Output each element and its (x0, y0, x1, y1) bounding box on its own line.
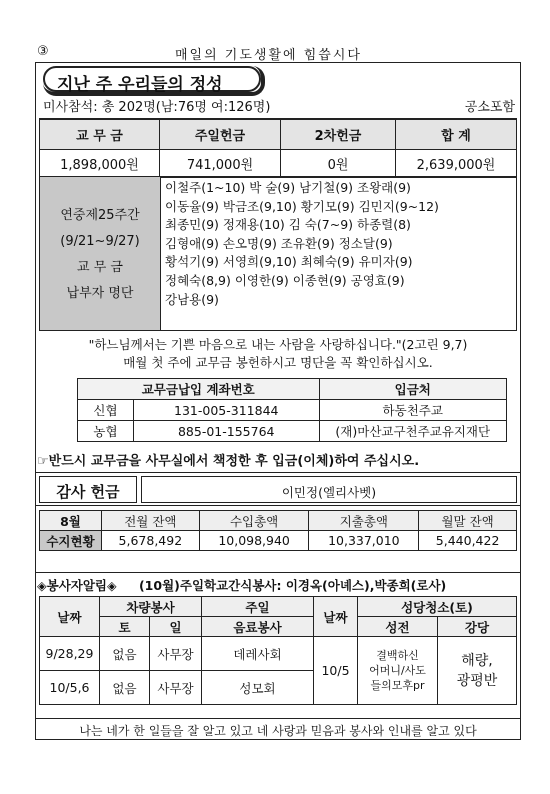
account-number: 885-01-155764 (134, 421, 320, 442)
hall-header: 강당 (438, 617, 517, 637)
offering-header: 2차헌금 (281, 119, 396, 149)
donor-line: 최종민(9) 정재용(10) 김 숙(7~9) 하종렬(8) (165, 217, 411, 233)
donor-line: 김형애(9) 손오명(9) 조유환(9) 정소달(9) (165, 235, 393, 251)
donor-line: 이동율(9) 박금조(9,10) 황기모(9) 김민지(9~12) (165, 198, 439, 214)
finance-table (39, 510, 517, 551)
account-header-row (78, 379, 507, 400)
finance-header: 월말 잔액 (419, 511, 517, 531)
quote-line: 매월 첫 주에 교무금 봉헌하시고 명단을 꼭 확인하십시오. (123, 355, 433, 370)
finance-value: 5,678,492 (102, 531, 200, 551)
finance-header: 지출총액 (309, 511, 419, 531)
vol-sat: 없음 (100, 671, 150, 705)
bank-name: 농협 (78, 421, 134, 442)
offering-value: 741,000원 (160, 149, 281, 177)
volunteer-header-row-2 (40, 617, 517, 637)
volunteer-title-row (35, 572, 521, 592)
account-row (78, 400, 507, 421)
drink-header: 주일 (202, 597, 314, 617)
finance-status-label: 수지현황 (40, 531, 102, 551)
account-table (77, 378, 507, 442)
attendance-note: 공소포함 (464, 100, 515, 115)
donor-list-box (39, 176, 517, 331)
volunteer-row (40, 637, 517, 671)
volunteer-table (39, 596, 517, 705)
drink-header-2: 음료봉사 (202, 617, 314, 637)
clean-date-header: 날짜 (314, 597, 358, 637)
bank-name: 신협 (78, 400, 134, 421)
page-number: ③ (37, 44, 49, 59)
finance-value: 5,440,422 (419, 531, 517, 551)
attendance-row (43, 96, 517, 114)
offering-table (39, 118, 517, 178)
offering-value: 0원 (281, 149, 396, 177)
clean-sanctuary-line: 결백하신 (376, 649, 419, 662)
clean-sanctuary (358, 637, 438, 705)
thanks-offering-value: 이민정(엘리사벳) (141, 476, 517, 503)
finance-value: 10,098,940 (199, 531, 309, 551)
clean-hall-line: 해량, (461, 652, 493, 669)
finance-month-label: 8월 (40, 511, 102, 531)
offering-header-row (40, 119, 517, 149)
finance-header: 전월 잔액 (102, 511, 200, 531)
offering-value: 2,639,000원 (396, 149, 517, 177)
depositor-name: (재)마산교구천주교유지재단 (319, 421, 507, 442)
donor-line: 이철주(1~10) 박 술(9) 남기철(9) 조왕래(9) (165, 180, 411, 195)
finance-value: 10,337,010 (309, 531, 419, 551)
vol-sun: 사무장 (150, 671, 202, 705)
scripture-quote (35, 336, 521, 372)
vol-sat: 없음 (100, 637, 150, 671)
volunteer-title: ◈봉사자알림◈ (37, 578, 117, 593)
sat-header: 토 (100, 617, 150, 637)
vehicle-header: 차량봉사 (100, 597, 202, 617)
offering-value: 1,898,000원 (40, 149, 160, 177)
depositor-header: 입금처 (319, 379, 507, 400)
footer-verse: 나는 네가 한 일들을 잘 알고 있고 네 사랑과 믿음과 봉사와 인내를 알고 있다 (35, 718, 521, 740)
vol-sun: 사무장 (150, 637, 202, 671)
clean-date: 10/5 (314, 637, 358, 705)
vol-date: 9/28,29 (40, 637, 100, 671)
thanks-offering-label: 감사 헌금 (39, 476, 137, 503)
offering-header: 합 계 (396, 119, 517, 149)
offering-header: 주일헌금 (160, 119, 281, 149)
page-motto: 매일의 기도생활에 힘씁시다 (175, 48, 362, 63)
donor-line: 정혜숙(8,9) 이영한(9) 이종현(9) 공영효(9) (165, 272, 405, 288)
attendance-text: 미사참석: 총 202명(남:76명 여:126명) (43, 100, 271, 115)
finance-values-row (40, 531, 517, 551)
vol-date-header: 날짜 (40, 597, 100, 637)
vol-date: 10/5,6 (40, 671, 100, 705)
offering-header: 교 무 금 (40, 119, 160, 149)
clean-header: 성당청소(토) (358, 597, 517, 617)
payment-notice: ☞반드시 교무금을 사무실에서 책정한 후 입금(이체)하여 주십시오. (37, 454, 420, 469)
donor-label-line: 납부자 명단 (66, 286, 134, 301)
donor-line: 강남용(9) (165, 291, 219, 307)
account-number: 131-005-311844 (134, 400, 320, 421)
finance-header: 수입총액 (199, 511, 309, 531)
finance-header-row (40, 511, 517, 531)
donor-list-label (40, 177, 161, 330)
sanctuary-header: 성전 (358, 617, 438, 637)
thanks-offering-row (35, 472, 521, 506)
vol-drink: 데레사회 (202, 637, 314, 671)
donor-line: 황석기(9) 서영희(9,10) 최혜숙(9) 유미자(9) (165, 254, 413, 270)
donor-names (165, 179, 515, 329)
donor-label-line: 교 무 금 (77, 260, 123, 275)
depositor-name: 하동천주교 (319, 400, 507, 421)
volunteer-header-row-1 (40, 597, 517, 617)
clean-sanctuary-line: 들의모후pr (370, 679, 425, 692)
clean-sanctuary-line: 어머니/사도 (369, 664, 426, 677)
page-header (35, 44, 521, 62)
clean-hall-line: 광평반 (456, 672, 498, 689)
vol-drink: 성모회 (202, 671, 314, 705)
clean-hall (438, 637, 517, 705)
offering-values-row (40, 149, 517, 177)
section-title-devotion: 지난 주 우리들의 정성 (43, 66, 261, 92)
bulletin-page (35, 40, 521, 740)
sun-header: 일 (150, 617, 202, 637)
donor-label-line: (9/21~9/27) (60, 234, 140, 249)
account-row (78, 421, 507, 442)
snack-volunteers: (10월)주일학교간식봉사: 이경옥(아녜스),박종희(로사) (138, 578, 447, 593)
donor-label-line: 연중제25주간 (60, 208, 140, 223)
account-header: 교무금납입 계좌번호 (78, 379, 320, 400)
quote-line: "하느님께서는 기쁜 마음으로 내는 사람을 사랑하십니다."(2고린 9,7) (88, 337, 468, 352)
